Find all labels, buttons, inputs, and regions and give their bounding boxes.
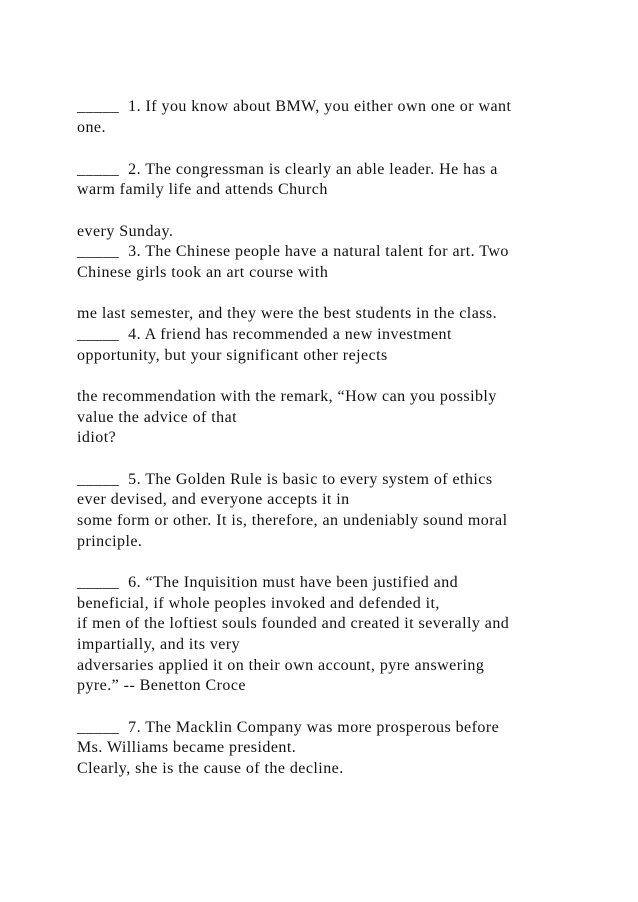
item-4-line-5: idiot? — [77, 429, 117, 446]
item-1-line-2: one. — [77, 119, 106, 136]
item-5-line-4: principle. — [77, 533, 143, 550]
item-4-line-2: opportunity, but your significant other rejects — [77, 347, 388, 364]
item-5-line-3: some form or other. It is, therefore, an undeniably sound moral — [77, 512, 508, 529]
item-6-line-4: impartially, and its very — [77, 636, 241, 653]
item-6-line-5: adversaries applied it on their own account, pyre answering — [77, 657, 485, 674]
item-5-line-1: _____ 5. The Golden Rule is basic to every system of ethics — [77, 471, 493, 488]
item-2-line-3: every Sunday. — [77, 223, 174, 240]
item-1-line-1: _____ 1. If you know about BMW, you either own one or want — [77, 98, 512, 115]
item-7-line-3: Clearly, she is the cause of the decline. — [77, 760, 344, 777]
item-2-line-2: warm family life and attends Church — [77, 181, 328, 198]
item-2-line-1: _____ 2. The congressman is clearly an able leader. He has a — [77, 161, 498, 178]
item-4-line-3: the recommendation with the remark, “How can you possibly — [77, 388, 497, 405]
item-3-line-2: Chinese girls took an art course with — [77, 264, 329, 281]
item-5-line-2: ever devised, and everyone accepts it in — [77, 491, 350, 508]
item-3-line-3: me last semester, and they were the best students in the class. — [77, 305, 498, 322]
item-3-line-1: _____ 3. The Chinese people have a natural talent for art. Two — [77, 243, 509, 260]
item-7-line-1: _____ 7. The Macklin Company was more prosperous before — [77, 719, 500, 736]
item-6-line-3: if men of the loftiest souls founded and created it severally and — [77, 615, 510, 632]
item-6-line-1: _____ 6. “The Inquisition must have been justified and — [77, 574, 459, 591]
item-6-line-6: pyre.” -- Benetton Croce — [77, 677, 246, 694]
item-7-line-2: Ms. Williams became president. — [77, 739, 297, 756]
item-6-line-2: beneficial, if whole peoples invoked and defended it, — [77, 595, 440, 612]
item-4-line-1: _____ 4. A friend has recommended a new investment — [77, 326, 452, 343]
item-4-line-4: value the advice of that — [77, 409, 238, 426]
